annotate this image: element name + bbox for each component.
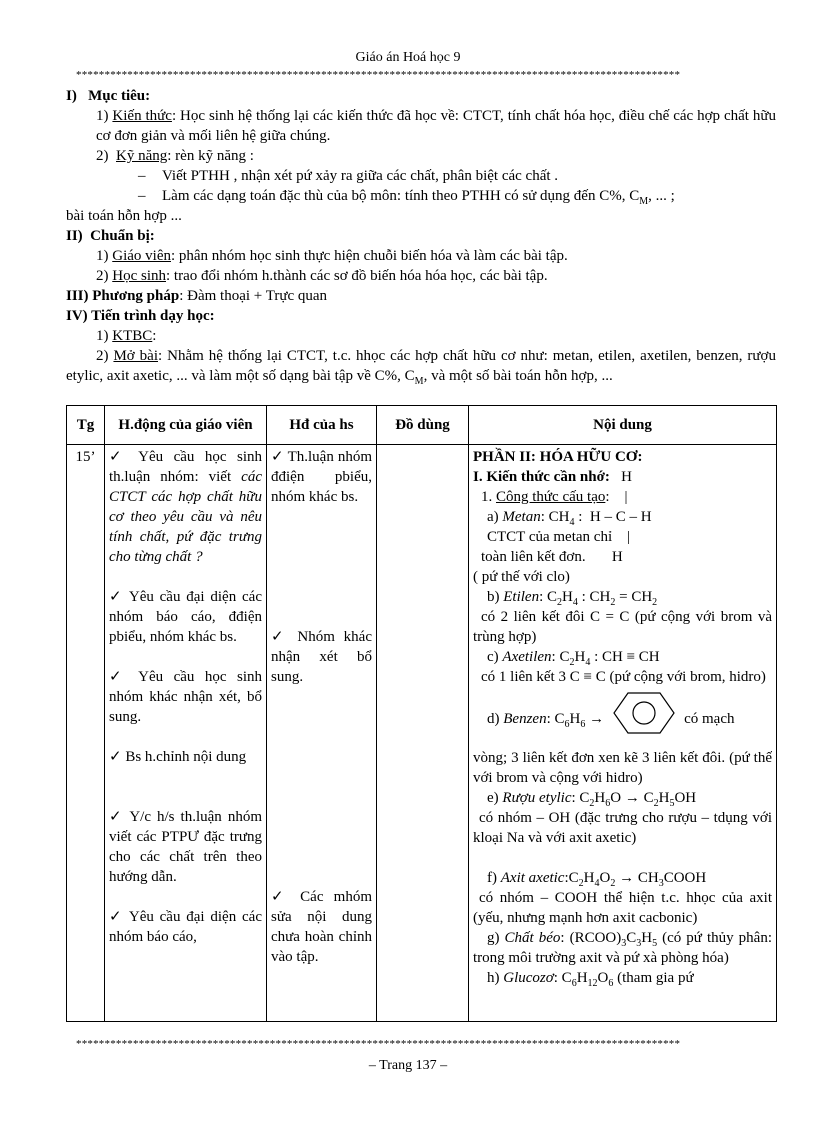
- part-title: PHẦN II: HÓA HỮU CƠ:: [473, 449, 643, 465]
- subscript: 6: [608, 978, 614, 989]
- glucozo-line: [473, 968, 772, 988]
- axetilen-note: có 1 liên kết 3 C ≡ C (pứ cộng với brom, hidro): [481, 669, 766, 685]
- item-letter: c): [487, 649, 503, 665]
- subscript: 2: [578, 878, 584, 889]
- header-divider: **********************************************************************************************************: [76, 69, 681, 81]
- subscript: 6: [571, 978, 577, 989]
- subscript: 6: [564, 718, 570, 730]
- teacher-label: Giáo viên: [112, 248, 171, 264]
- time-cell: [67, 445, 105, 1022]
- formula: H: [574, 649, 586, 665]
- student-activity-1: ✓ Th.luận nhóm đđiện pbiểu, nhóm khác bs.: [271, 449, 372, 505]
- metan-h-top: H: [621, 469, 632, 485]
- subscript: 3: [621, 938, 627, 949]
- subscript: 12: [587, 978, 598, 989]
- formula: H: [583, 870, 595, 886]
- skill-dash-2-text: Làm các dạng toán đặc thù của bộ môn: tính theo PTHH có sử dụng đến C%, C: [162, 188, 640, 204]
- formula: : C: [546, 710, 565, 727]
- intro-label: Mở bài: [113, 348, 158, 364]
- note-text: (có pứ thủy phân: trong môi trường axit và pứ xà phòng hóa): [473, 930, 772, 966]
- formula-colon: :: [605, 489, 610, 505]
- col-header-teacher: H.động của giáo viên: [105, 406, 267, 445]
- formula: O: [597, 970, 609, 986]
- item-letter: b): [487, 589, 504, 605]
- section-title: I. Kiến thức cần nhớ:: [473, 469, 610, 485]
- axit-note: có nhóm – COOH thể hiện t.c. hhọc của axit (yếu, nhưng mạnh hơn axit cacbonic): [473, 890, 772, 926]
- formula: C: [626, 930, 637, 946]
- note-text: có mạch: [684, 710, 735, 727]
- teacher-text: : phân nhóm học sinh thực hiện chuỗi biến hóa và làm các bài tập.: [170, 248, 568, 264]
- knowledge-label: Kiến thức: [112, 108, 172, 124]
- process-heading: IV) Tiến trình dạy học:: [66, 308, 215, 324]
- subscript: 4: [585, 657, 591, 668]
- teacher-cell: [105, 445, 267, 1022]
- metan-note-3: ( pứ thế với clo): [473, 569, 570, 585]
- content-cell: [469, 445, 777, 1022]
- formula: : C: [539, 589, 558, 605]
- skill-dash-2: – Làm các dạng toán đặc thù của bộ môn: tính theo PTHH có sử dụng đến C%, $C_M$, ... ;: [138, 188, 675, 207]
- item-letter: d): [487, 710, 504, 727]
- metan-h-bottom: H: [611, 549, 623, 565]
- col-header-materials: Đồ dùng: [377, 406, 469, 445]
- metan-line: [473, 507, 772, 527]
- method-heading: III) Phương pháp: [66, 288, 180, 304]
- teacher-activity-6: ✓ Yêu cầu đại diện các nhóm báo cáo,: [109, 909, 262, 945]
- teacher-activity-5: ✓ Y/c h/s th.luận nhóm viết các PTPƯ đặc trưng cho các chất trên theo hướng dẫn.: [109, 809, 262, 885]
- benzen-note: vòng; 3 liên kết đơn xen kẽ 3 liên kết đôi. (pứ thế với brom và cộng với hidro): [473, 750, 772, 786]
- intro-text: : Nhằm hệ thống lại CTCT, t.c. hhọc các hợp chất hữu cơ như: metan, etilen, axetilen, benzen, rượu etylic, axit axetic, ... và làm một số dạng bài tập về C%, C: [66, 348, 776, 384]
- item-letter: e): [487, 790, 503, 806]
- process-intro: [66, 346, 776, 386]
- page-number: – Trang 137 –: [368, 1058, 448, 1073]
- item-letter: g): [487, 930, 505, 946]
- skills-text: : rèn kỹ năng :: [167, 148, 254, 164]
- formula: : C: [571, 790, 590, 806]
- teacher-activity-3: ✓ Yêu cầu học sinh nhóm khác nhận xét, bổ sung.: [109, 669, 262, 725]
- subscript: 6: [605, 798, 611, 809]
- formula: O: [599, 870, 611, 886]
- process-ktbc: [66, 326, 776, 346]
- materials-cell: [377, 445, 469, 1022]
- section-title-line: [473, 467, 772, 487]
- axetilen-line: [473, 647, 772, 667]
- formula: : C: [551, 649, 570, 665]
- time-value: 15’: [75, 449, 96, 465]
- formula: : (RCOO): [560, 930, 622, 946]
- compound-name: Metan: [502, 509, 541, 525]
- col-header-time: Tg: [67, 406, 105, 445]
- compound-name: Benzen: [503, 710, 547, 727]
- subscript: 2: [610, 597, 616, 608]
- item-number: 1): [96, 108, 109, 124]
- item-number: 1.: [481, 489, 493, 505]
- formula: H: [576, 970, 588, 986]
- etilen-note: có 2 liên kết đôi C = C (pứ cộng với brom và trùng hợp): [473, 609, 772, 645]
- ktbc-label: KTBC: [112, 328, 153, 344]
- formula: H: [562, 589, 573, 605]
- subscript: 5: [652, 938, 658, 949]
- teacher-activity-1-italic: các CTCT các hợp chất hữu cơ theo yêu cầu và nêu tính chất, pứ đặc trưng cho từng chất ?: [109, 469, 262, 565]
- benzen-line: [473, 691, 772, 748]
- student-label: Học sinh: [112, 268, 166, 284]
- subscript: 2: [653, 798, 659, 809]
- student-cell: [267, 445, 377, 1022]
- subscript: M: [414, 376, 424, 387]
- page-header-title: Giáo án Hoá học 9: [355, 50, 461, 65]
- item-number: 2): [96, 148, 109, 164]
- objective-knowledge: [66, 106, 776, 146]
- compound-name: Etilen: [503, 589, 540, 605]
- teacher-activity-1: [109, 447, 262, 567]
- formula: H: [658, 790, 670, 806]
- knowledge-text: : Học sinh hệ thống lại các kiến thức đã học về: CTCT, tính chất hóa học, điều chế các hợp chất hữu cơ đơn giản và mối liên hệ giữa chúng.: [96, 108, 776, 144]
- item-number: 2): [96, 268, 109, 284]
- subscript: 2: [557, 597, 563, 608]
- method-line: [66, 286, 776, 306]
- formula: : C: [553, 970, 572, 986]
- formula-label: Công thức cấu tạo: [496, 489, 606, 505]
- formula: OH: [674, 790, 697, 806]
- note-text: CTCT của metan chỉ: [487, 529, 613, 545]
- compound-name: Axetilen: [502, 649, 552, 665]
- subscript: 4: [572, 597, 578, 608]
- teacher-activity-1-text: ✓ Yêu cầu học sinh th.luận nhóm: viết: [109, 449, 262, 485]
- skills-label: Kỹ năng: [116, 148, 168, 164]
- formula: H: [569, 710, 581, 727]
- subscript: 3: [636, 938, 642, 949]
- formula: O → C: [610, 790, 654, 806]
- subscript: 2: [569, 657, 575, 668]
- subscript: 6: [580, 718, 586, 730]
- compound-name: Glucozơ: [503, 970, 554, 986]
- compound-name: Axit axetic: [500, 870, 565, 886]
- teacher-activity-4: ✓ Bs h.chỉnh nội dung: [109, 749, 247, 765]
- subscript: 5: [669, 798, 675, 809]
- ktbc-text: :: [152, 328, 157, 344]
- col-header-student: Hđ của hs: [267, 406, 377, 445]
- method-text: : Đàm thoại + Trực quan: [179, 288, 328, 304]
- formula: : CH: [577, 589, 611, 605]
- formula: COOH: [663, 870, 707, 886]
- formula: H: [641, 930, 653, 946]
- intro-end: , và một số bài toán hỗn hợp, ...: [423, 368, 613, 384]
- formula-heading: [473, 487, 772, 507]
- ruou-note: có nhóm – OH (đặc trưng cho rượu – tdụng với kloại Na và với axit axetic): [473, 810, 772, 846]
- item-number: 2): [96, 348, 109, 364]
- metan-note-1: [473, 527, 772, 547]
- subscript: M: [639, 196, 649, 207]
- col-header-content: Nội dung: [469, 406, 777, 445]
- table-header-row: [67, 406, 777, 445]
- objective-skills: [66, 146, 776, 166]
- skill-dash-1: – Viết PTHH , nhận xét pứ xảy ra giữa các chất, phân biệt các chất .: [138, 168, 559, 184]
- item-letter: f): [487, 870, 501, 886]
- formula: → CH: [615, 870, 659, 886]
- note-text: toàn liên kết đơn.: [481, 549, 586, 565]
- subscript: 4: [594, 878, 600, 889]
- formula: :: [574, 509, 583, 525]
- subscript: 2: [610, 878, 616, 889]
- item-number: 1): [96, 328, 109, 344]
- item-letter: h): [487, 970, 504, 986]
- teacher-activity-2: ✓ Yêu cầu đại diện các nhóm báo cáo, đđiện pbiểu, nhóm khác bs.: [109, 589, 262, 645]
- table-row: [67, 445, 777, 1022]
- bond-bar: |: [624, 489, 628, 505]
- chat-beo-line: [473, 928, 772, 968]
- benzene-ring-icon: [612, 691, 676, 748]
- student-activity-3: ✓ Các mhóm sửa nội dung chưa hoàn chỉnh vào tập.: [271, 889, 372, 965]
- subscript: 4: [569, 517, 575, 528]
- subscript: 2: [652, 597, 658, 608]
- etilen-line: [473, 587, 772, 607]
- formula: : CH: [540, 509, 570, 525]
- compound-name: Rượu etylic: [502, 790, 572, 806]
- skill-dash-1-text: Viết PTHH , nhận xét pứ xảy ra giữa các chất, phân biệt các chất .: [162, 168, 559, 184]
- bond-bar: |: [627, 529, 631, 545]
- note-text: (tham gia pứ: [613, 970, 694, 986]
- formula: = CH: [615, 589, 653, 605]
- lesson-table: [66, 405, 777, 1022]
- student-text: : trao đổi nhóm h.thành các sơ đồ biến hóa hóa học, các bài tập.: [166, 268, 548, 284]
- subscript: 2: [589, 798, 595, 809]
- student-activity-2: ✓ Nhóm khác nhận xét bổ sung.: [271, 629, 372, 685]
- structure: H – C – H: [589, 509, 652, 525]
- formula: H: [594, 790, 606, 806]
- skill-dash-2-end: , ... ;: [648, 188, 675, 204]
- prep-student: [66, 266, 776, 286]
- prep-teacher: [66, 246, 776, 266]
- axit-line: [473, 868, 772, 888]
- ruou-line: [473, 788, 772, 808]
- arrow: →: [585, 710, 605, 727]
- formula: :C: [564, 870, 579, 886]
- metan-note-2: [473, 547, 772, 567]
- formula: : CH ≡ CH: [590, 649, 660, 665]
- footer-divider: **********************************************************************************************************: [76, 1038, 681, 1050]
- prep-heading: II) Chuẩn bị:: [66, 228, 155, 244]
- item-letter: a): [487, 509, 503, 525]
- document-body: [66, 86, 776, 386]
- item-number: 1): [96, 248, 109, 264]
- skill-dash-2-continuation: bài toán hỗn hợp ...: [66, 208, 182, 224]
- compound-name: Chất béo: [504, 930, 561, 946]
- subscript: 3: [658, 878, 664, 889]
- objectives-heading: I) Mục tiêu:: [66, 88, 151, 104]
